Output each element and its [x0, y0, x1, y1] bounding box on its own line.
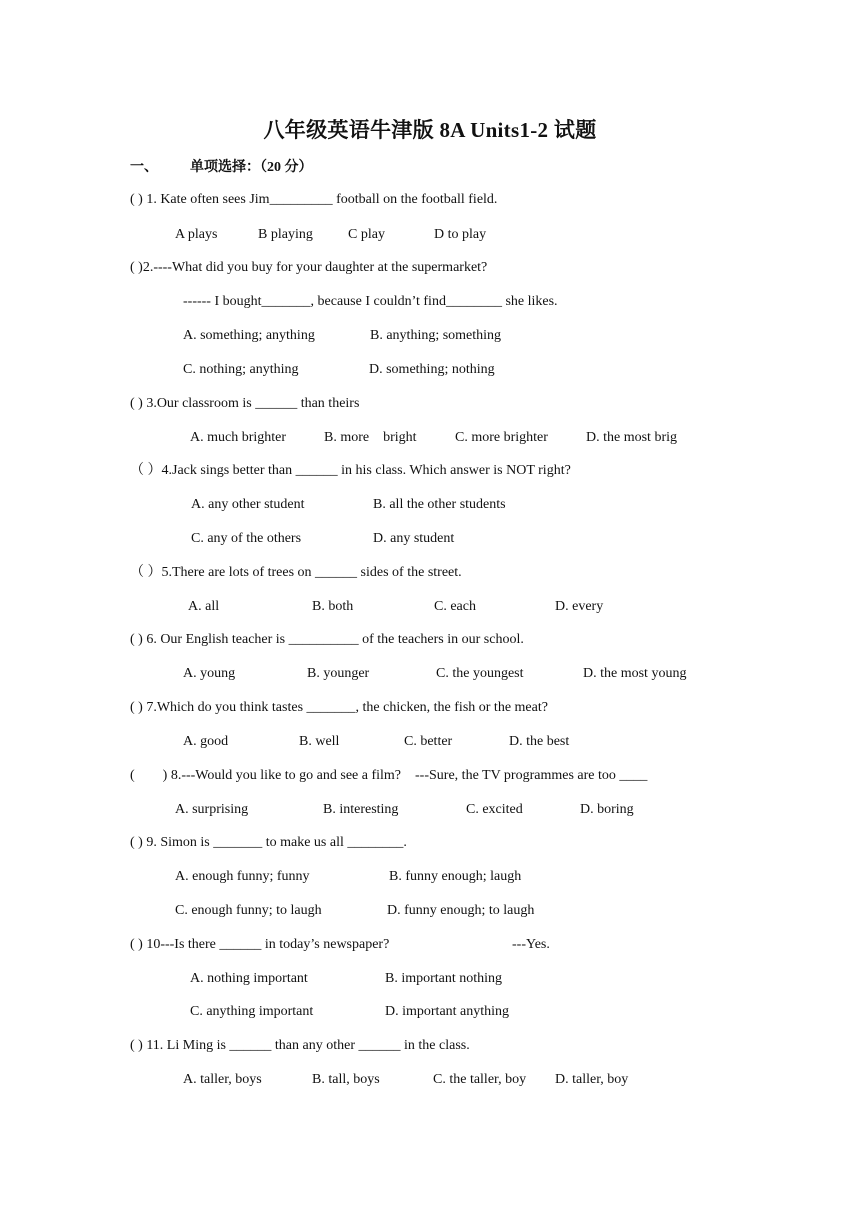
option-a: A. nothing important [190, 971, 308, 986]
option-a: A. any other student [191, 497, 305, 512]
option-b: B. well [299, 734, 340, 749]
question-reply: ------ I bought_______, because I couldn’t find________ she likes. [183, 294, 558, 309]
question-stem: （ ）4.Jack sings better than ______ in his class. Which answer is NOT right? [130, 463, 571, 478]
option-c: C. the taller, boy [433, 1072, 527, 1087]
option-d: D. taller, boy [555, 1072, 629, 1087]
option-c: C. excited [466, 802, 523, 817]
option-b: B. anything; something [370, 328, 502, 343]
option-d: D to play [434, 227, 487, 242]
option-d: D. the most brig [586, 430, 677, 445]
option-a: A. surprising [175, 802, 249, 817]
option-b: B. younger [307, 666, 370, 681]
option-d: D. every [555, 599, 604, 614]
option-c: C. better [404, 734, 453, 749]
section-title: 单项选择：（20 分） [190, 160, 313, 175]
option-b: B. all the other students [373, 497, 506, 512]
page-title: 八年级英语牛津版 8A Units1-2 试题 [263, 118, 597, 142]
question-stem: ( ) 1. Kate often sees Jim_________ football on the football field. [130, 192, 498, 207]
question-stem: ( )2.----What did you buy for your daughter at the supermarket? [130, 260, 488, 275]
option-c: C. nothing; anything [183, 362, 299, 377]
option-d: D. the best [509, 734, 570, 749]
option-b: B. funny enough; laugh [389, 869, 522, 884]
option-a: A. enough funny; funny [175, 869, 310, 884]
option-c: C. more brighter [455, 430, 548, 445]
option-a: A. taller, boys [183, 1072, 262, 1087]
option-c: C. the youngest [436, 666, 524, 681]
option-b: B. both [312, 599, 354, 614]
option-a: A plays [175, 227, 218, 242]
question-stem: （ ）5.There are lots of trees on ______ sides of the street. [130, 565, 462, 580]
option-c: C. enough funny; to laugh [175, 903, 322, 918]
option-d: D. boring [580, 802, 634, 817]
option-d: D. funny enough; to laugh [387, 903, 535, 918]
option-c: C. any of the others [191, 531, 302, 546]
question-stem: ( ) 7.Which do you think tastes _______, the chicken, the fish or the meat? [130, 700, 548, 715]
question-stem: ( ) 10---Is there ______ in today’s newspaper? [130, 937, 390, 952]
question-stem: ( ) 3.Our classroom is ______ than theirs [130, 396, 360, 411]
question-reply: ---Yes. [512, 937, 550, 952]
option-d: D. any student [373, 531, 455, 546]
option-a: A. young [183, 666, 236, 681]
option-c: C. each [434, 599, 476, 614]
option-b: B. tall, boys [312, 1072, 380, 1087]
section-number: 一、 [130, 160, 158, 175]
option-b: B. interesting [323, 802, 399, 817]
option-d: D. something; nothing [369, 362, 495, 377]
question-stem: ( ) 6. Our English teacher is __________ of the teachers in our school. [130, 632, 524, 647]
option-b: B playing [258, 227, 313, 242]
option-a: A. good [183, 734, 229, 749]
option-d: D. the most young [583, 666, 687, 681]
option-b: B. important nothing [385, 971, 503, 986]
option-d: D. important anything [385, 1004, 510, 1019]
question-stem: ( ) 8.---Would you like to go and see a film? ---Sure, the TV programmes are too ____ [130, 768, 648, 783]
option-a: A. something; anything [183, 328, 315, 343]
option-b: B. more bright [324, 430, 417, 445]
option-a: A. much brighter [190, 430, 287, 445]
question-stem: ( ) 9. Simon is _______ to make us all ________. [130, 835, 407, 850]
option-a: A. all [188, 599, 220, 614]
option-c: C. anything important [190, 1004, 314, 1019]
option-c: C play [348, 227, 385, 242]
question-stem: ( ) 11. Li Ming is ______ than any other ______ in the class. [130, 1038, 470, 1053]
